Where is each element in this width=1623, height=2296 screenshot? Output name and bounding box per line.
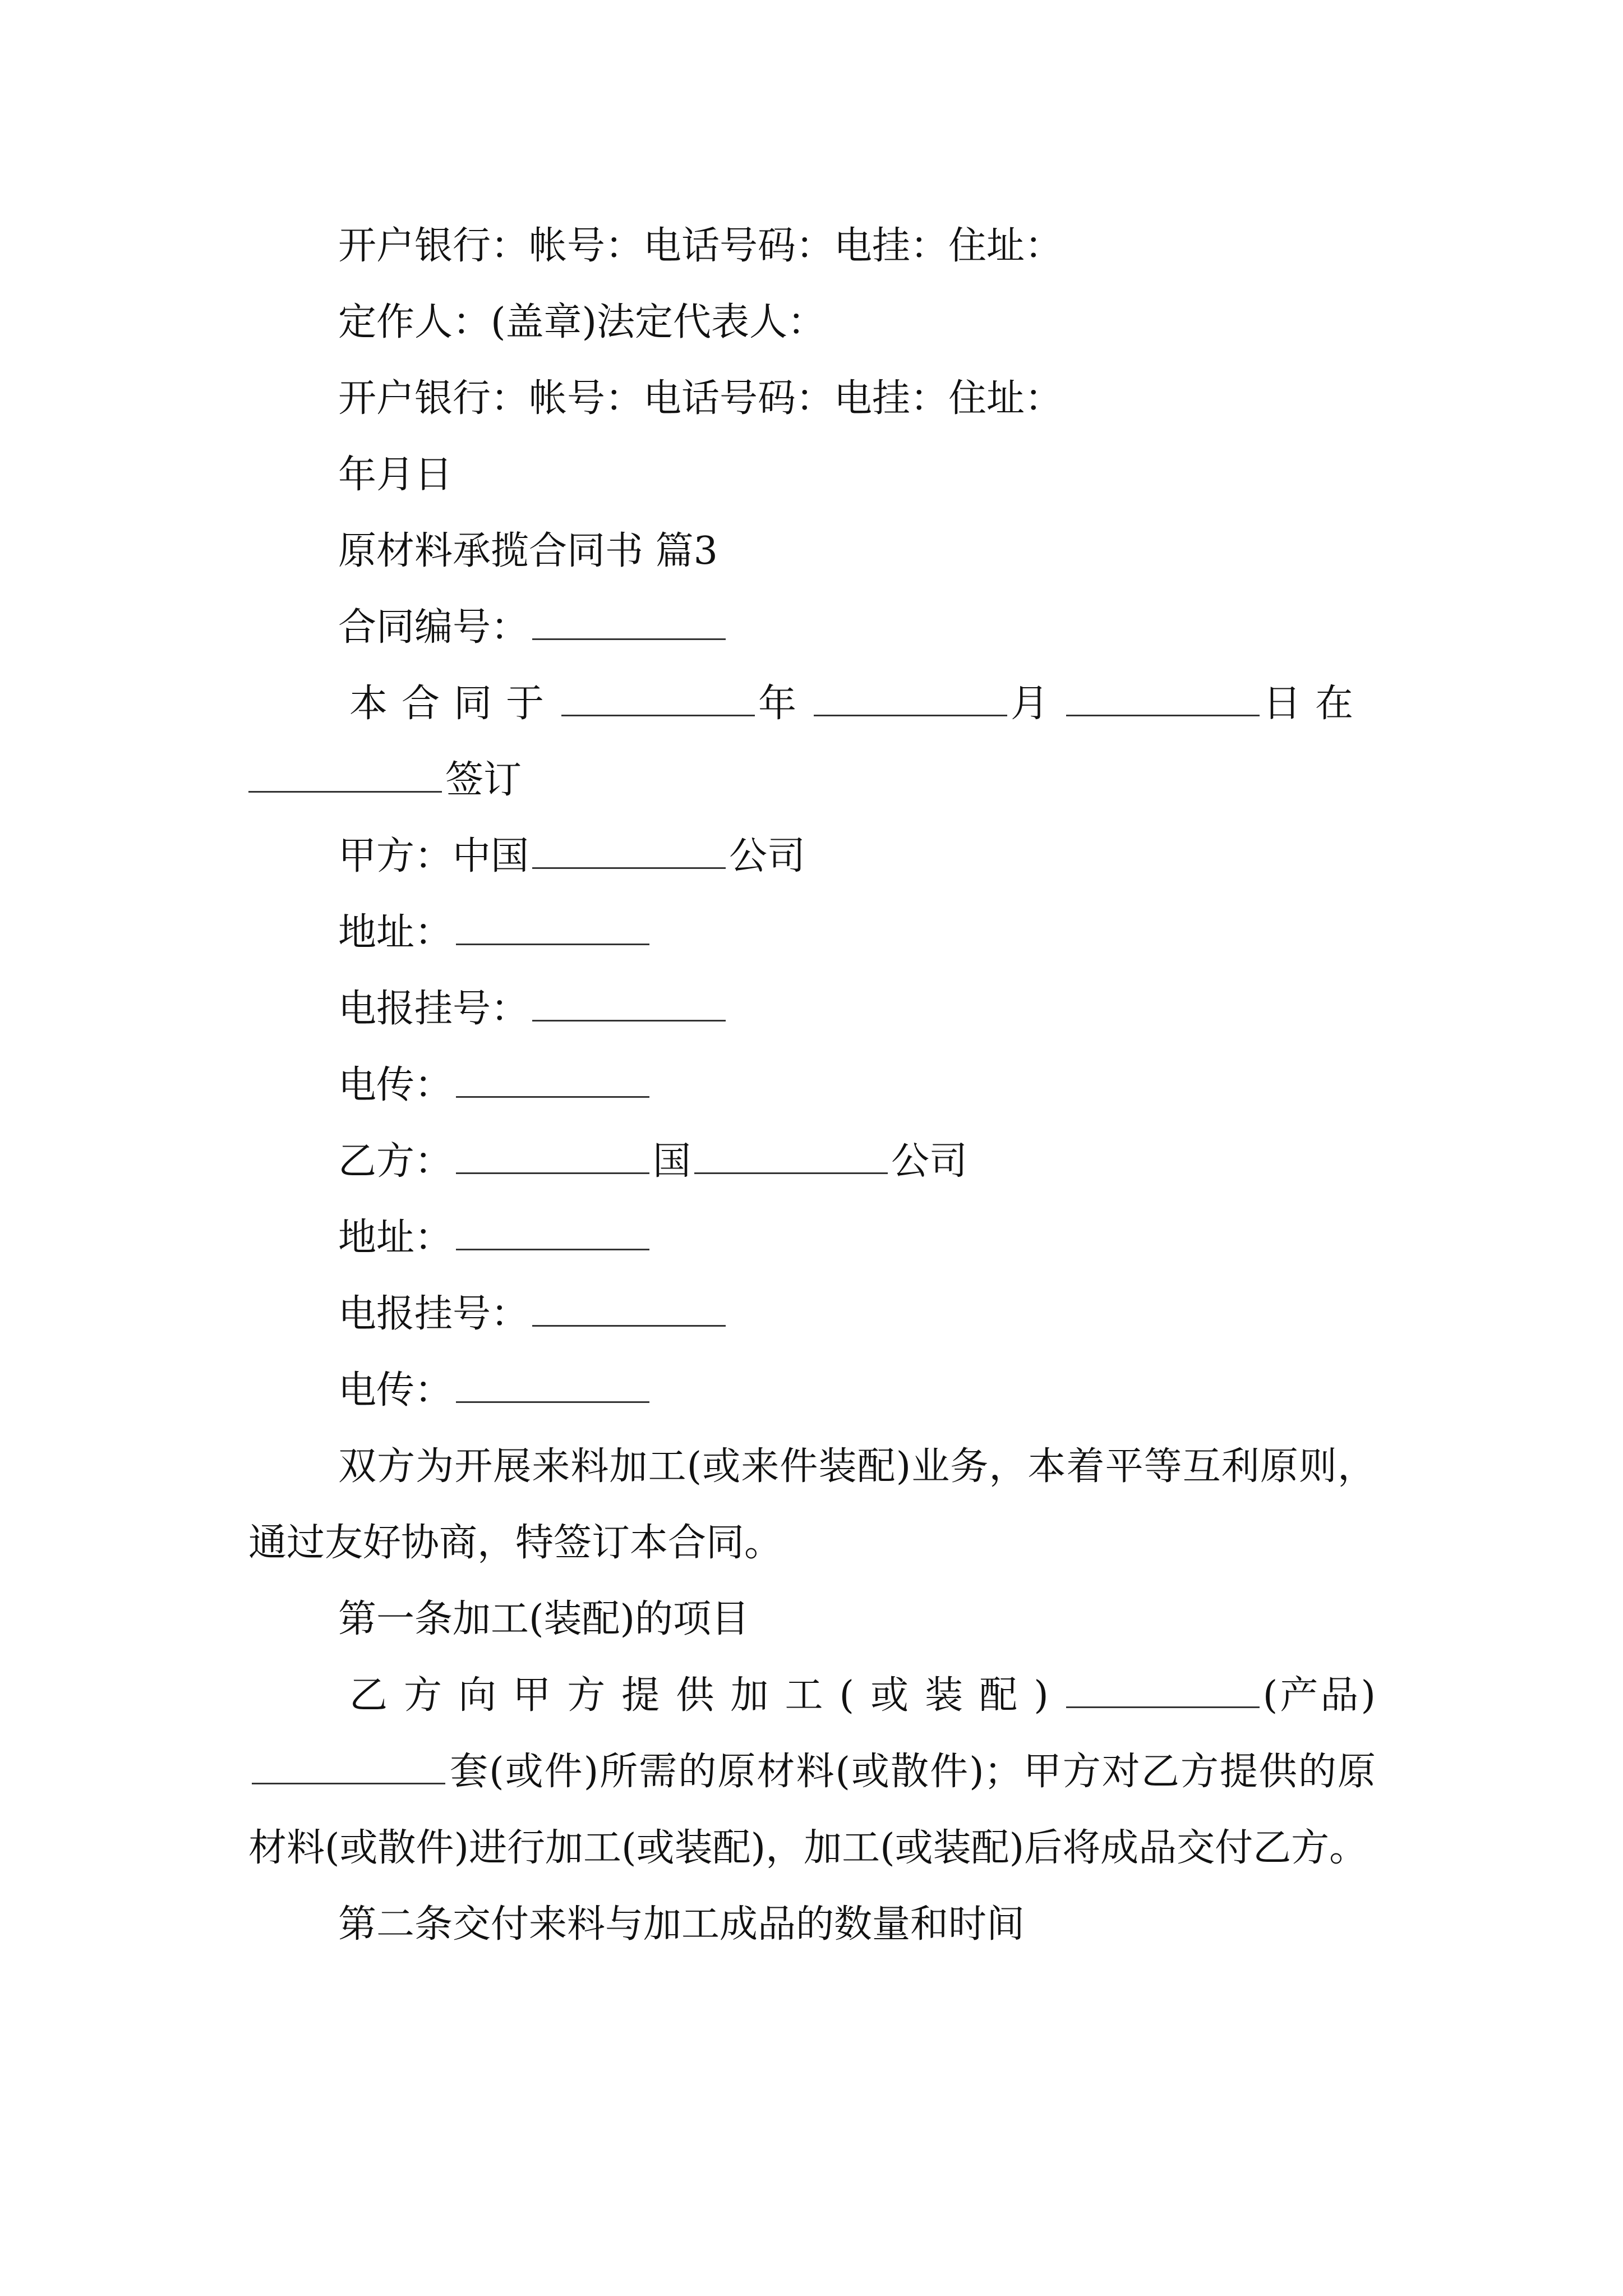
party-b-company: 公司	[891, 1139, 968, 1184]
party-a-fax-line	[248, 1047, 1376, 1124]
party-b-country: 国	[653, 1139, 691, 1184]
party-b-line	[248, 1124, 1376, 1200]
day-blank	[1066, 680, 1260, 716]
document-body	[248, 208, 1376, 1963]
party-a-cable-line	[248, 971, 1376, 1047]
cable-label: 电报挂号：	[338, 987, 529, 1031]
customer-signature-line: 定作人：(盖章)法定代表人：	[338, 300, 826, 344]
month-blank	[814, 680, 1007, 716]
article-1-title: 第一条加工(装配)的项目	[338, 1597, 750, 1641]
article-1-paragraph	[248, 1658, 1376, 1887]
party-b-cable-line	[248, 1276, 1376, 1352]
address-label: 地址：	[338, 910, 453, 955]
party-a-address-line	[248, 895, 1376, 971]
signed-label: 签订	[445, 758, 522, 802]
bank-info-line: 开户银行：帐号：电话号码：电挂：住址：	[338, 224, 1063, 268]
section-heading: 原材料承揽合同书 篇3	[338, 529, 718, 573]
signing-text: 本合同于	[349, 682, 559, 726]
quantity-blank	[252, 1749, 445, 1784]
signing-line-continued	[248, 742, 1376, 818]
party-a-company: 公司	[729, 834, 806, 878]
cable-blank-b	[532, 1291, 726, 1327]
fax-blank	[456, 1062, 649, 1098]
place-blank	[248, 757, 442, 793]
fax-label-b: 电传：	[338, 1368, 453, 1412]
contract-number-line	[248, 590, 1376, 666]
intro-paragraph	[248, 1429, 1376, 1581]
year-blank	[561, 680, 755, 716]
product-blank	[1066, 1672, 1260, 1708]
article-2-title: 第二条交付来料与加工成品的数量和时间	[338, 1902, 1025, 1947]
party-b-address-line	[248, 1200, 1376, 1276]
party-b-label: 乙方：	[338, 1139, 453, 1184]
date-line: 年月日	[338, 453, 453, 497]
party-a-label: 甲方：中国	[338, 834, 529, 878]
address-blank	[456, 909, 649, 945]
party-b-name-blank	[694, 1138, 888, 1174]
party-b-fax-line	[248, 1352, 1376, 1429]
contract-number-label: 合同编号：	[338, 605, 529, 650]
party-a-line	[248, 818, 1376, 895]
party-a-name-blank	[532, 833, 726, 869]
year-label: 年	[758, 682, 811, 726]
party-b-country-blank	[456, 1138, 649, 1174]
fax-label: 电传：	[338, 1063, 453, 1107]
article-1-text-b: (产品)	[1262, 1673, 1376, 1718]
signing-line	[248, 666, 1376, 742]
day-at-label: 日在	[1263, 682, 1368, 726]
cable-label-b: 电报挂号：	[338, 1292, 529, 1336]
article-1-text-c: 套(或件)所需的原材料(或散件)；甲方对乙方提供的原材料(或散件)进行加工(或装配)，加工(或装配)后将成品交付乙方。	[248, 1750, 1376, 1870]
contract-number-blank	[532, 604, 726, 640]
address-label-b: 地址：	[338, 1216, 453, 1260]
address-blank-b	[456, 1214, 649, 1250]
article-1-text-a: 乙方向甲方提供加工(或装配)	[349, 1673, 1063, 1718]
cable-blank	[532, 986, 726, 1022]
fax-blank-b	[456, 1367, 649, 1403]
bank-info-line-2: 开户银行：帐号：电话号码：电挂：住址：	[338, 376, 1063, 421]
month-label: 月	[1011, 682, 1063, 726]
intro-text: 双方为开展来料加工(或来件装配)业务，本着平等互利原则，通过友好协商，特签订本合同。	[248, 1444, 1376, 1565]
